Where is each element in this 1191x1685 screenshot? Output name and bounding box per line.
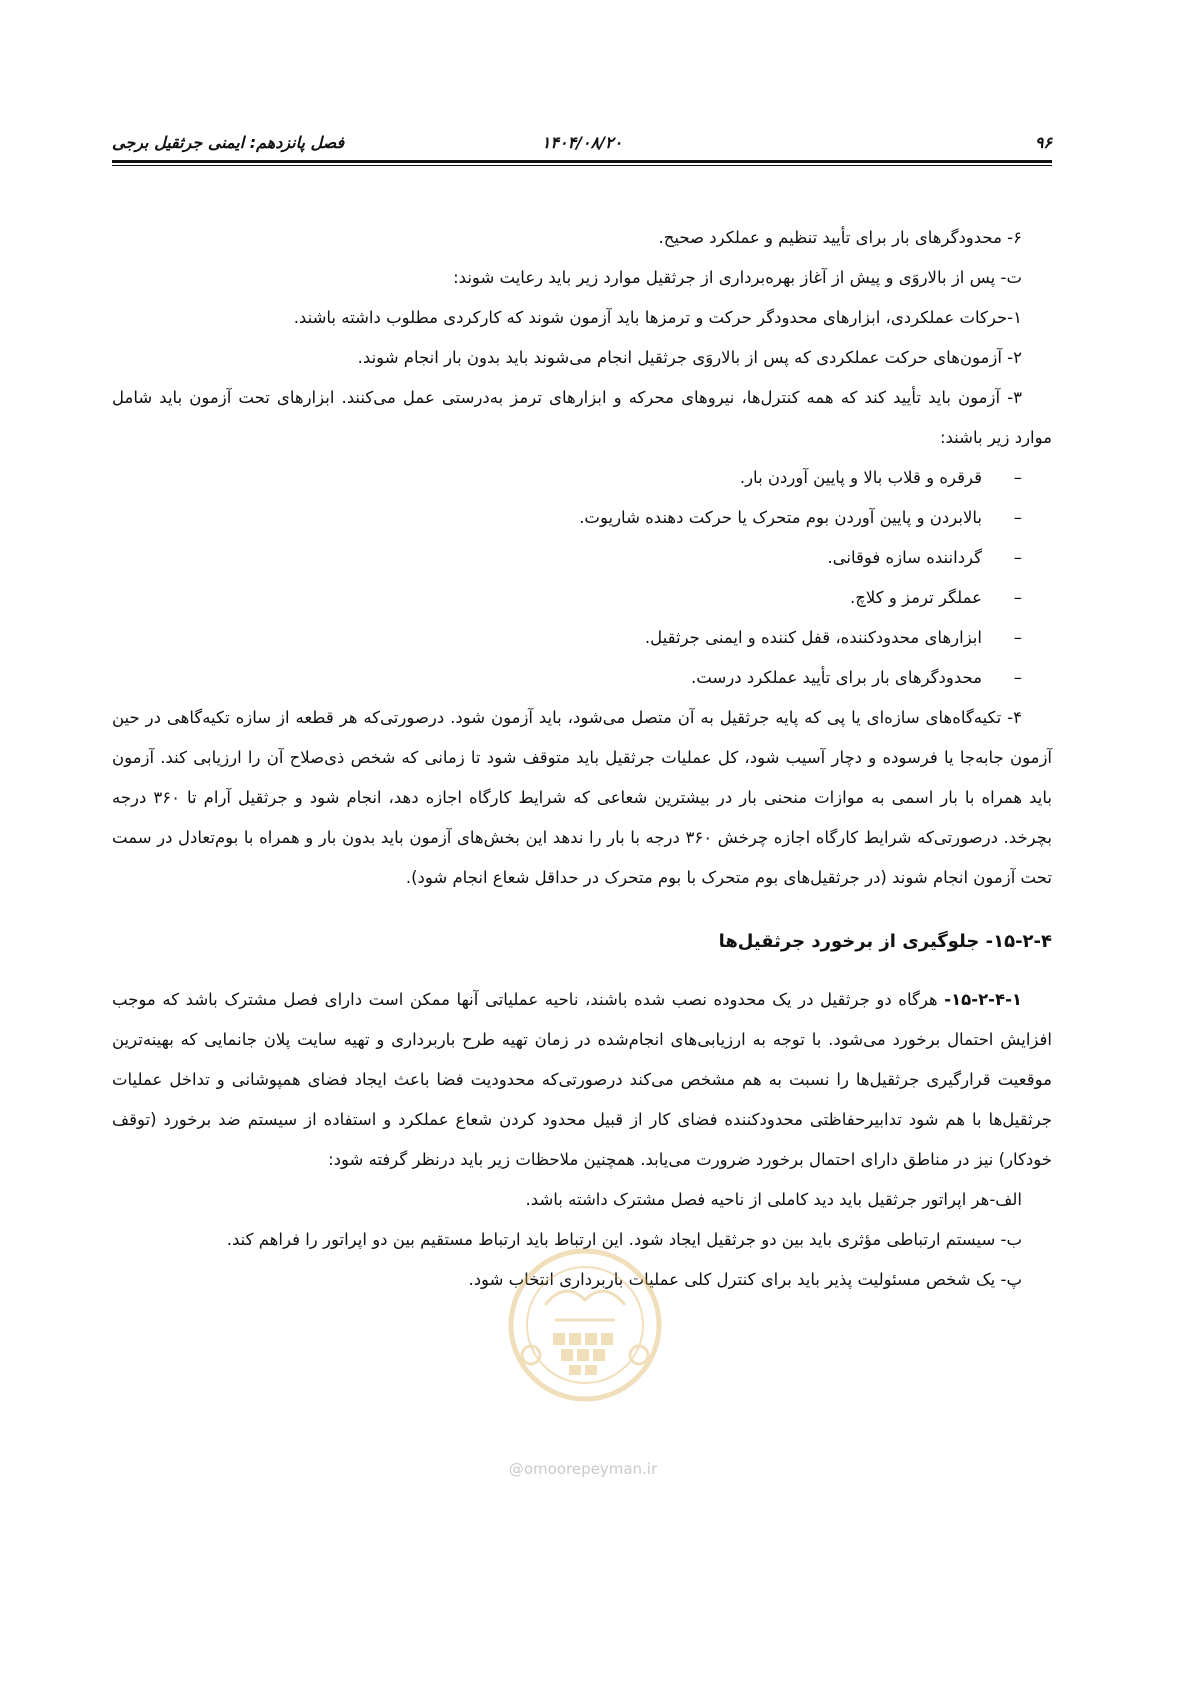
paragraph-item-be: ب- سیستم ارتباطی مؤثری باید بین دو جرثقیل ایجاد شود. این ارتباط باید ارتباط مستقیم بین دو اپراتور را فراهم کند.	[226, 1230, 1022, 1249]
list-item: – عملگر ترمز و کلاچ.	[112, 578, 1022, 618]
header-rule-thin	[112, 165, 1052, 166]
clause-number: ۱۵-۲-۴-۱-	[944, 990, 1022, 1009]
paragraph-item-t1: ۱-حرکات عملکردی، ابزارهای محدودگر حرکت و ترمزها باید آزمون شوند که کارکردی مطلوب داشته باشند.	[293, 308, 1022, 327]
list-item: – بالابردن و پایین آوردن بوم متحرک یا حرکت دهنده شاریوت.	[112, 498, 1022, 538]
paragraph-item-pe: پ- یک شخص مسئولیت پذیر باید برای کنترل کلی عملیات باربرداری انتخاب شود.	[468, 1270, 1022, 1289]
page-body	[112, 218, 1052, 1300]
header-date: ۱۴۰۴/۰۸/۲۰	[541, 133, 623, 152]
paragraph-item-t3: ۳- آزمون باید تأیید کند که همه کنترل‌ها، نیروهای محرکه و ابزارهای ترمز به‌درستی عمل می‌کنند. ابزارهای تحت آزمون باید شامل موارد زیر باشند:	[112, 388, 1052, 447]
watermark-seal	[505, 1245, 665, 1405]
dash-bullet: –	[1013, 588, 1022, 607]
clause-text: هرگاه دو جرثقیل در یک محدوده نصب شده باشند، ناحیه عملیاتی آنها ممکن است دارای فصل مشترک باشد که موجب افزایش احتمال برخورد می‌شود. با توجه به ارزیابی‌های انجام‌شده در زمان تهیه طرح باربرداری و تهیه سایت پلان جانمایی که بهینه‌ترین موقعیت قرارگیری جرثقیل‌ها را نسبت به هم مشخص می‌کند درصورتی‌که محدودیت فضا باعث ایجاد فضای همپوشانی و تداخل عملیات جرثقیل‌ها با هم شود تدابیرحفاظتی محدودکننده فضای کار از قبیل محدود کردن شعاع عملکرد و استفاده از سیستم ضد برخورد (توقف خودکار) نیز در مناطق دارای احتمال برخورد ضرورت می‌یابد. همچنین ملاحظات زیر باید درنظر گرفته شود:	[112, 990, 1052, 1169]
paragraph-item-t2: ۲- آزمون‌های حرکت عملکردی که پس از بالاروَی جرثقیل انجام می‌شوند باید بدون بار انجام شوند.	[357, 348, 1022, 367]
paragraph-item-t: ت- پس از بالاروَی و پیش از آغاز بهره‌برداری از جرثقیل موارد زیر باید رعایت شوند:	[453, 268, 1022, 287]
list-item: – گرداننده سازه فوقانی.	[112, 538, 1022, 578]
section-heading: ۱۵-۲-۴- جلوگیری از برخورد جرثقیل‌ها	[718, 931, 1052, 952]
paragraph-collision	[112, 980, 1052, 1180]
watermark-url: @omoorepeyman.ir	[508, 1460, 658, 1478]
dash-bullet: –	[1013, 468, 1022, 487]
paragraph-item-alef: الف-هر اپراتور جرثقیل باید دید کاملی از ناحیه فصل مشترک داشته باشد.	[525, 1190, 1022, 1209]
test-items-list	[112, 458, 1052, 698]
dash-bullet: –	[1013, 628, 1022, 647]
page-header	[112, 133, 1052, 157]
page-number: ۹۶	[1034, 133, 1052, 152]
dash-bullet: –	[1013, 668, 1022, 687]
list-item: – محدودگرهای بار برای تأیید عملکرد درست.	[112, 658, 1022, 698]
header-rule-thick	[112, 160, 1052, 163]
paragraph-item-6: ۶- محدودگرهای بار برای تأیید تنظیم و عملکرد صحیح.	[658, 228, 1022, 247]
paragraph-item-t4: ۴- تکیه‌گاه‌های سازه‌ای یا پی که پایه جرثقیل به آن متصل می‌شود، باید آزمون شود. درصورتی‌که هر قطعه از سازه تکیه‌گاهی در حین آزمون جابه‌جا یا فرسوده و دچار آسیب شود، کل عملیات جرثقیل باید متوقف شود تا زمانی که شخص ذی‌صلاح آن را ارزیابی کند. آزمون باید همراه با بار اسمی به موازات منحنی بار در بیشترین شعاعی که شرایط کارگاه اجازه دهد، انجام شود و جرثقیل آرام تا ۳۶۰ درجه بچرخد. درصورتی‌که شرایط کارگاه اجازه چرخش ۳۶۰ درجه با بار را ندهد این بخش‌های آزمون باید بدون بار و همراه با بوم‌تعادل در سمت تحت آزمون انجام شوند (در جرثقیل‌های بوم متحرک با بوم متحرک در حداقل شعاع انجام شود).	[112, 708, 1053, 887]
dash-bullet: –	[1013, 508, 1022, 527]
chapter-title: فصل پانزدهم: ایمنی جرثقیل برجی	[112, 133, 345, 152]
list-item: – قرقره و قلاب بالا و پایین آوردن بار.	[112, 458, 1022, 498]
dash-bullet: –	[1013, 548, 1022, 567]
list-item: – ابزارهای محدودکننده، قفل کننده و ایمنی جرثقیل.	[112, 618, 1022, 658]
